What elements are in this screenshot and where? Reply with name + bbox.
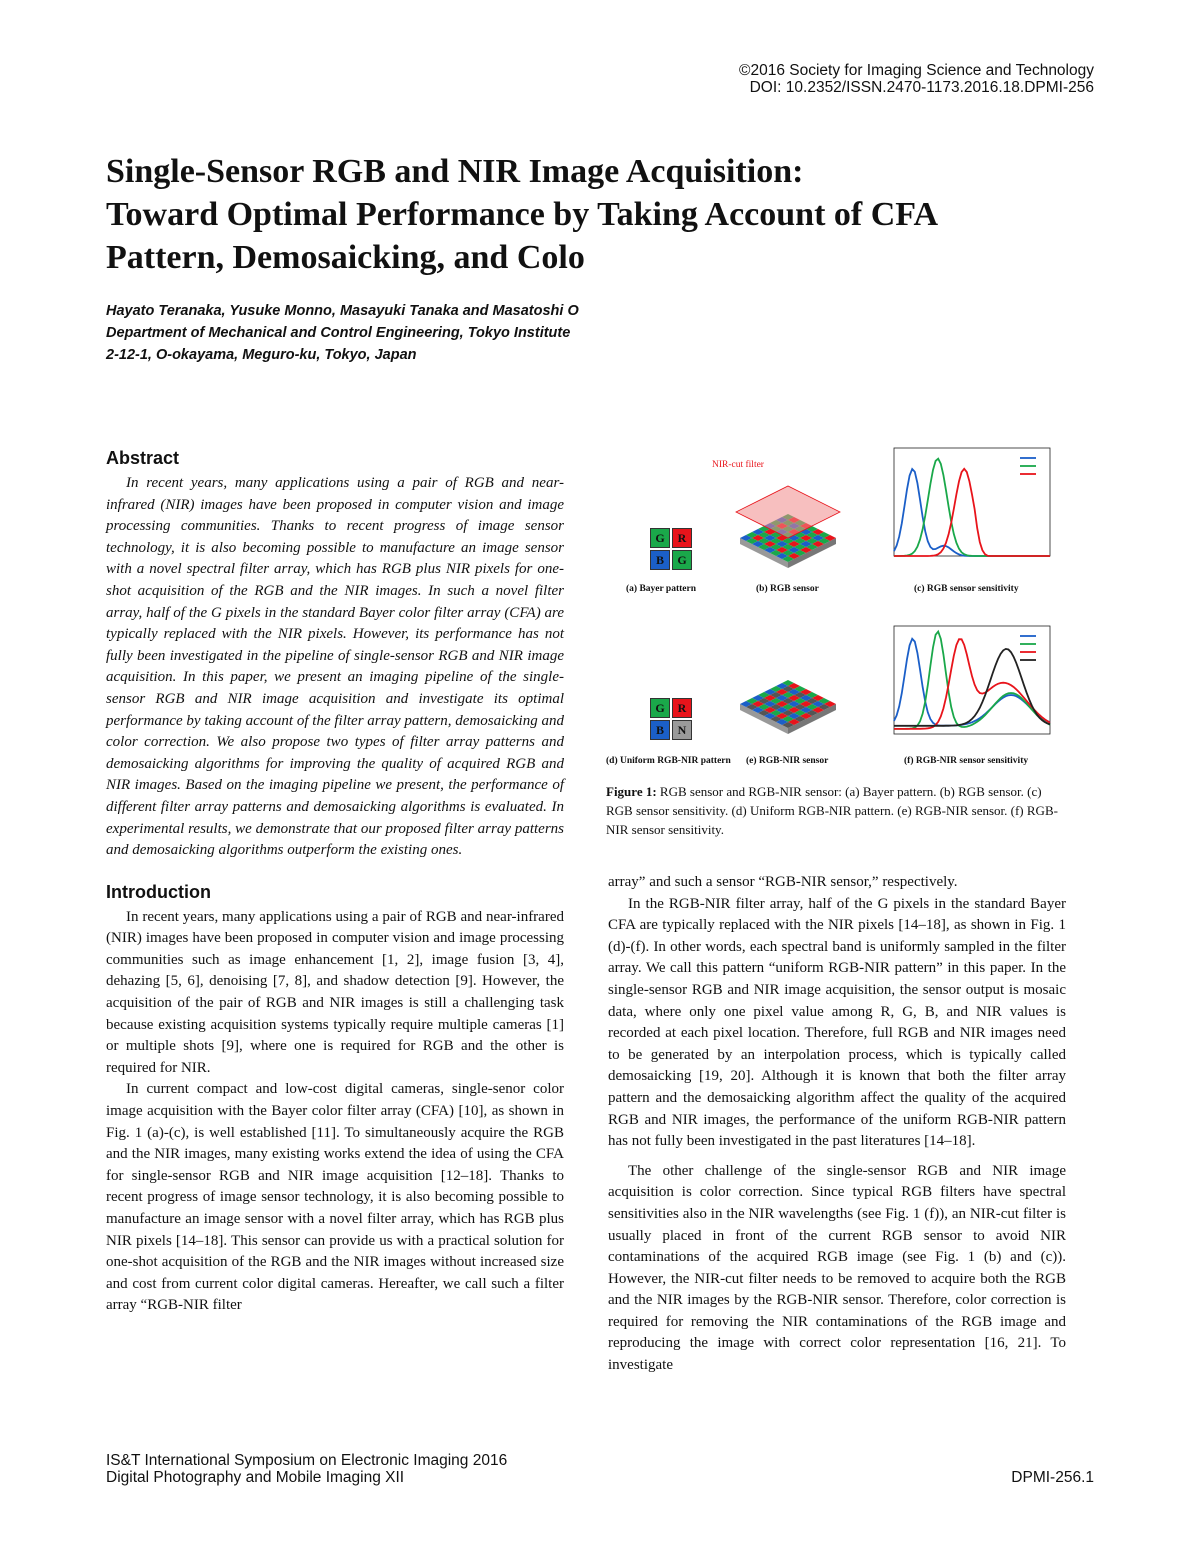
left-column: [106, 446, 564, 1317]
cfa-cell: G: [650, 698, 670, 718]
abstract-heading: Abstract: [106, 448, 180, 468]
footer-conference: IS&T International Symposium on Electronic Imaging 2016: [106, 1452, 508, 1469]
label-e: (e) RGB-NIR sensor: [746, 756, 829, 766]
title-line-1: Single-Sensor RGB and NIR Image Acquisition:: [106, 153, 804, 190]
cfa-cell: R: [672, 528, 692, 548]
cfa-cell: R: [672, 698, 692, 718]
label-b: (b) RGB sensor: [756, 584, 819, 594]
cfa-cell: B: [650, 550, 670, 570]
doi-line: DOI: 10.2352/ISSN.2470-1173.2016.18.DPMI-256: [749, 79, 1094, 96]
page-number: DPMI-256.1: [1011, 1469, 1094, 1486]
right-paragraph-1: In the RGB-NIR filter array, half of the G pixels in the standard Bayer CFA are typically replaced with the NIR pixels [14–18], as shown in Fig. 1 (d)-(f). In other words, each spectral band is uniformly sampled in the filter array. We call this pattern “uniform RGB-NIR pattern” in this paper. In the single-sensor RGB and NIR image acquisition, the sensor output is mosaic data, where only one pixel value among R, G, B, and NIR values is recorded at each pixel location. Therefore, full RGB and NIR images need to be generated by an interpolation process, which is typically called demosaicking [19, 20]. Although it is known that both the filter array pattern and the demosaicking algorithm affect the quality of the acquired RGB and NIR images, the performance of the uniform RGB-NIR pattern has not fully been investigated in the past literatures [14–18].: [608, 895, 1066, 1150]
caption-figure-number: Figure 1:: [606, 784, 657, 799]
intro-paragraph-1: In recent years, many applications using a pair of RGB and near-infrared (NIR) images have been proposed in computer vision and image processing communities such as image enhancement [1, 2], image fusion [3, 4], dehazing [5, 6], denoising [7, 8], and shadow detection [9]. However, the acquisition of the pair of RGB and NIR images is still a challenging task because existing acquisition systems typically require multiple cameras [1] or multiple shots [9], where one is required for RGB and the other is required for NIR.: [106, 908, 564, 1076]
rgbnir-sensor-illustration: [718, 654, 858, 754]
author-department: Department of Mechanical and Control Engineering, Tokyo Institute: [106, 325, 571, 341]
cfa-cell: N: [672, 720, 692, 740]
nir-cut-filter-label: NIR-cut filter: [712, 460, 764, 470]
label-d: (d) Uniform RGB-NIR pattern: [606, 756, 731, 766]
plot-frame: [894, 448, 1050, 556]
sensitivity-curve: [894, 632, 1050, 729]
nir-cut-filter: [736, 486, 840, 538]
author-address: 2-12-1, O-okayama, Meguro-ku, Tokyo, Japan: [106, 347, 417, 363]
sensitivity-curve: [894, 469, 1050, 556]
cfa-cell: B: [650, 720, 670, 740]
introduction-heading: Introduction: [106, 881, 211, 902]
figure-caption: [606, 782, 1066, 839]
rgb-sensitivity-plot: [876, 442, 1056, 574]
title-line-3: Pattern, Demosaicking, and Colo: [106, 239, 585, 276]
label-c: (c) RGB sensor sensitivity: [914, 584, 1019, 594]
footer-proceedings: Digital Photography and Mobile Imaging XII: [106, 1469, 405, 1486]
cfa-cell: G: [650, 528, 670, 548]
rgbnir-pattern-grid: [650, 698, 692, 740]
bayer-pattern-grid: [650, 528, 692, 570]
cfa-cell: G: [672, 550, 692, 570]
label-f: (f) RGB-NIR sensor sensitivity: [904, 756, 1029, 766]
caption-text: RGB sensor and RGB-NIR sensor: (a) Bayer pattern. (b) RGB sensor. (c) RGB sensor sensitivity. (d) Uniform RGB-NIR pattern. (e) RGB-NIR sensor. (f) RGB-NIR sensor sensitivity.: [606, 784, 1058, 837]
paper-title: [106, 150, 939, 279]
intro-paragraph-2: In current compact and low-cost digital cameras, single-senor color image acquisition with the Bayer color filter array (CFA) [10], as shown in Fig. 1 (a)-(c), is well established [11]. To simultaneously acquire the RGB and the NIR images, many existing works extend the idea of using the CFA for single-sensor RGB and NIR image acquisition [12–18]. Thanks to recent progress of image sensor technology, it is also becoming possible to manufacture an image sensor with a novel filter array, which has RGB plus NIR pixels [14–18]. This sensor can provide us with a practical solution for one-shot acquisition of the RGB and the NIR images without increased size and cost from current color digital cameras. Hereafter, we call such a filter array “RGB-NIR filter: [106, 1081, 564, 1314]
label-a: (a) Bayer pattern: [626, 584, 697, 594]
rgbnir-sensitivity-plot: [876, 620, 1056, 752]
author-names: Hayato Teranaka, Yusuke Monno, Masayuki Tanaka and Masatoshi O: [106, 303, 579, 319]
right-paragraph-0: array” and such a sensor “RGB-NIR sensor,” respectively.: [608, 874, 958, 890]
copyright-line: ©2016 Society for Imaging Science and Technology: [739, 62, 1094, 79]
title-line-2: Toward Optimal Performance by Taking Account of CFA: [106, 196, 939, 233]
right-column: [608, 872, 1066, 1377]
rgb-sensor-illustration: [718, 460, 858, 590]
abstract-text: In recent years, many applications using a pair of RGB and near-infrared (NIR) images have been proposed in computer vision and image processing communities. Thanks to recent progress of image sensor technology, it is also becoming possible to manufacture an image sensor with a novel spectral filter array, which has RGB plus NIR pixels for one-shot acquisition of the RGB and the NIR images. In such a novel filter array, half of the G pixels in the standard Bayer color filter array (CFA) are typically replaced with the NIR pixels. However, its performance has not fully been investigated in the pipeline of single-sensor RGB and NIR image acquisition. In this paper, we present an imaging pipeline of the single-sensor RGB and NIR image acquisition and investigate its optimal performance by taking account of the filter array pattern, demosaicking and color correction. We also propose two types of filter array patterns and demosaicking algorithms for improving the quality of acquired RGB and NIR images. Based on the imaging pipeline we present, the performance of different filter array patterns and demosaicking algorithms is evaluated. In experimental results, we demonstrate that our proposed filter array patterns and demosaicking algorithms outperform the existing ones.: [106, 475, 564, 859]
page-footer-left: [106, 1452, 507, 1486]
author-block: [106, 300, 626, 366]
right-paragraph-2: The other challenge of the single-sensor RGB and NIR image acquisition is color correction. Since typical RGB filters have spectral sensitivities also in the NIR wavelengths (see Fig. 1 (f)), an NIR-cut filter is usually placed in front of the current RGB sensor to avoid NIR contaminations of the acquired RGB image (see Fig. 1 (b) and (c)). However, the NIR-cut filter needs to be removed to acquire both the RGB and the NIR images by the RGB-NIR sensor. Therefore, color correction is required for removing the NIR contaminations of the RGB image and reproducing the image with correct color representation [16, 21]. To investigate: [608, 1162, 1066, 1374]
page-header: [739, 62, 1094, 96]
